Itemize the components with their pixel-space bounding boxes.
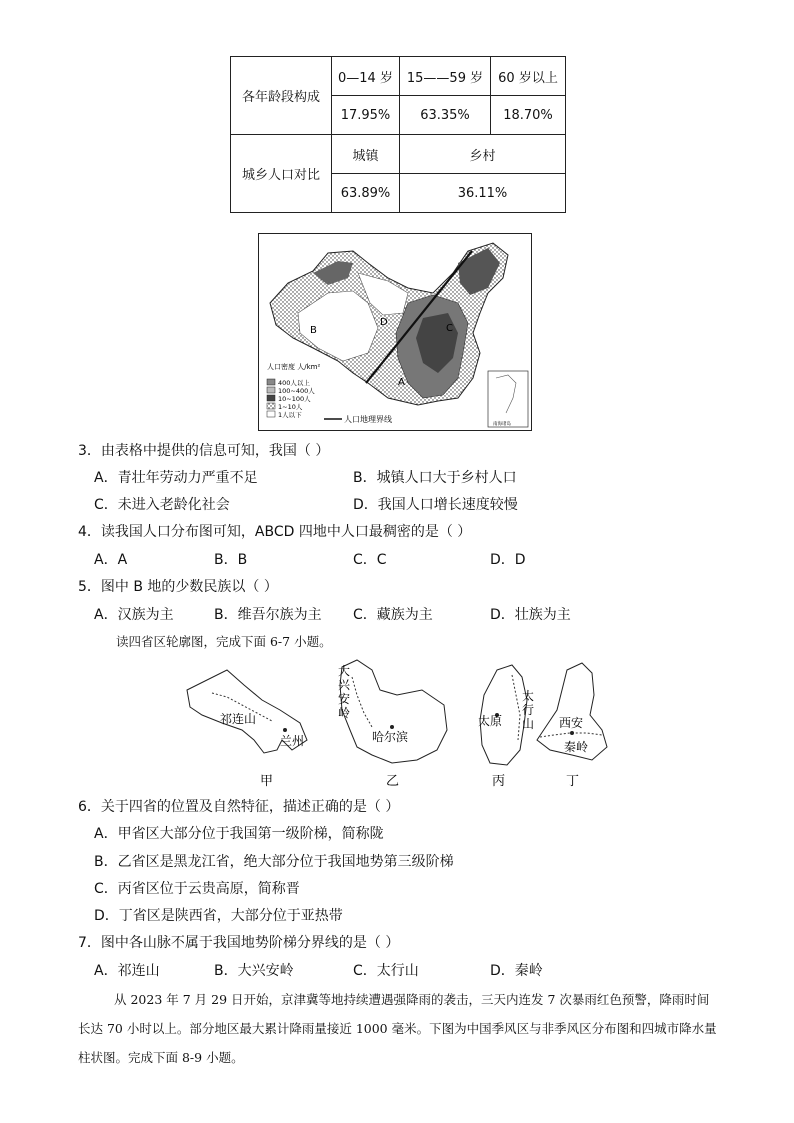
label-daxinganling-4: 岭 (338, 706, 351, 720)
age-value-0-14: 17.95% (332, 96, 400, 135)
age-value-60-plus: 18.70% (491, 96, 566, 135)
label-taiyuan: 太原 (478, 714, 503, 728)
rural-value: 36.11% (400, 174, 566, 213)
intro-provinces: 读四省区轮廓图，完成下面 6-7 小题。 (116, 634, 332, 649)
name-yi: 乙 (386, 774, 400, 789)
q6-option-d: D．丁省区是陕西省，大部分位于亚热带 (94, 908, 343, 924)
question-7: 7．图中各山脉不属于我国地势阶梯分界线的是（ ） (78, 935, 400, 951)
region-b: B (310, 325, 317, 336)
q7-option-c: C．太行山 (353, 963, 419, 979)
q5-option-b: B．维吾尔族为主 (214, 607, 322, 623)
age-header-15-59: 15——59 岁 (400, 57, 491, 96)
province-yi (338, 660, 447, 763)
q5-option-c: C．藏族为主 (353, 607, 433, 623)
q4-option-a: A．A (94, 552, 128, 568)
q3-option-b: B．城镇人口大于乡村人口 (353, 470, 517, 486)
province-outlines-figure (182, 655, 622, 790)
urban-header: 城镇 (332, 135, 400, 174)
q7-option-a: A．祁连山 (94, 963, 160, 979)
q4-option-d: D．D (490, 552, 526, 568)
q7-option-b: B．大兴安岭 (214, 963, 294, 979)
q6-option-a: A．甲省区大部分位于我国第一级阶梯，简称陇 (94, 826, 384, 842)
province-jia (187, 670, 307, 753)
label-daxinganling-2: 兴 (338, 678, 351, 692)
q5-option-d: D．壮族为主 (490, 607, 571, 623)
q3-option-d: D．我国人口增长速度较慢 (353, 497, 518, 513)
label-taihang-2: 行 (522, 703, 535, 717)
age-value-15-59: 63.35% (400, 96, 491, 135)
q5-option-a: A．汉族为主 (94, 607, 174, 623)
question-6: 6．关于四省的位置及自然特征，描述正确的是（ ） (78, 799, 400, 815)
legend-line-label: 人口地理界线 (344, 415, 392, 424)
q6-option-b: B．乙省区是黑龙江省，绝大部分位于我国地势第三级阶梯 (94, 854, 454, 870)
age-structure-label: 各年龄段构成 (231, 57, 332, 135)
legend-title: 人口密度 人/km² (267, 363, 321, 371)
passage-8-9: 从 2023 年 7 月 29 日开始，京津冀等地持续遭遇强降雨的袭击，三天内连发 7 次暴雨红色预警，降雨时间长达 70 小时以上。部分地区最大累计降雨量接近 1000 毫米。下图为中国季风区与非季风区分布图和四城市降水量柱状图。完成下面 8-9 小题。 (78, 992, 717, 1065)
label-xian: 西安 (559, 716, 584, 730)
label-daxinganling-3: 安 (338, 692, 351, 706)
q4-option-c: C．C (353, 552, 387, 568)
name-bing: 丙 (492, 774, 506, 789)
population-density-map (258, 233, 532, 431)
urban-value: 63.89% (332, 174, 400, 213)
age-header-60-plus: 60 岁以上 (491, 57, 566, 96)
question-3: 3．由表格中提供的信息可知，我国（ ） (78, 443, 330, 459)
legend-item-4: 1~10人 (278, 403, 303, 411)
question-5: 5．图中 B 地的少数民族以（ ） (78, 579, 278, 595)
q3-option-c: C．未进入老龄化社会 (94, 497, 230, 513)
province-bing (478, 665, 534, 765)
q3-option-a: A．青壮年劳动力严重不足 (94, 470, 258, 486)
q4-option-b: B．B (214, 552, 248, 568)
label-qilian: 祁连山 (220, 712, 257, 726)
name-jia: 甲 (260, 774, 274, 789)
q7-option-d: D．秦岭 (490, 963, 543, 979)
inset-label: 南海诸岛 (493, 422, 511, 427)
urban-rural-label: 城乡人口对比 (231, 135, 332, 213)
age-header-0-14: 0—14 岁 (332, 57, 400, 96)
region-a: A (398, 377, 405, 388)
label-lanzhou: 兰州 (280, 734, 305, 748)
name-ding: 丁 (566, 774, 580, 789)
region-c: C (446, 323, 453, 334)
legend-item-2: 100~400人 (278, 387, 315, 395)
region-d: D (380, 317, 388, 328)
label-daxinganling-1: 大 (338, 664, 351, 678)
province-ding (537, 663, 607, 760)
south-china-sea-inset (488, 371, 528, 427)
label-qinling: 秦岭 (564, 740, 589, 754)
legend-item-1: 400人以上 (278, 379, 310, 387)
question-4: 4．读我国人口分布图可知，ABCD 四地中人口最稠密的是（ ） (78, 524, 472, 540)
label-taihang-3: 山 (522, 717, 535, 731)
label-haerbin: 哈尔滨 (372, 730, 409, 744)
q6-option-c: C．丙省区位于云贵高原，简称晋 (94, 881, 300, 897)
population-table (230, 56, 566, 213)
legend-item-5: 1人以下 (278, 411, 302, 419)
legend-item-3: 10~100人 (278, 395, 311, 403)
rural-header: 乡村 (400, 135, 566, 174)
label-taihang-1: 太 (522, 689, 535, 703)
